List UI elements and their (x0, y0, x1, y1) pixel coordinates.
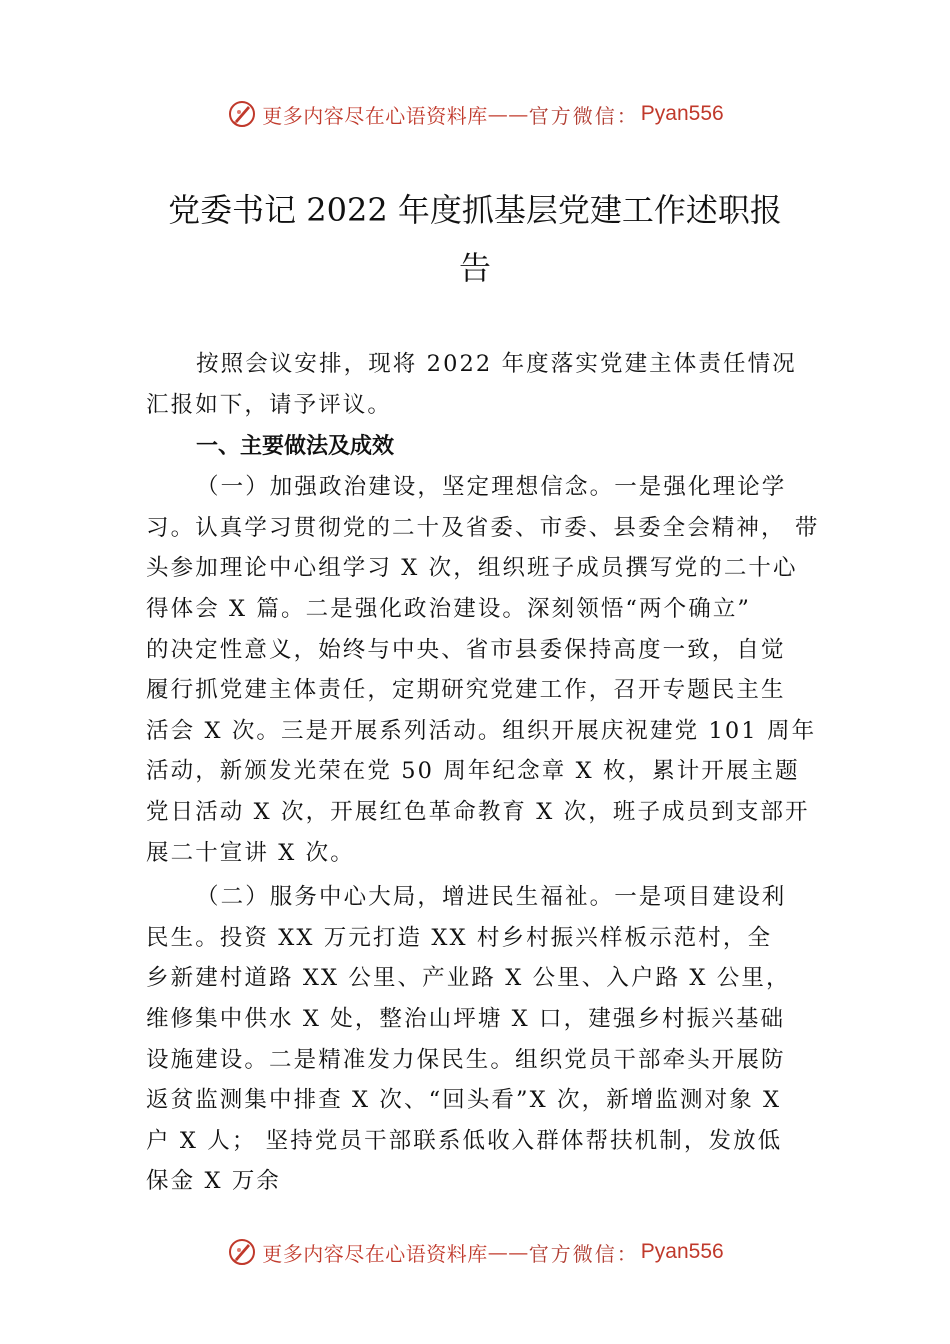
intro-line: 汇报如下，请予评议。 (146, 391, 393, 418)
paragraph-line: 活动，新颁发光荣在党 50 周年纪念章 X 枚，累计开展主题 (146, 758, 800, 785)
paragraph-line: 设施建设。二是精准发力保民生。组织党员干部牵头开展防 (146, 1046, 786, 1073)
paragraph-line: 维修集中供水 X 处，整治山坪塘 X 口，建强乡村振兴基础 (146, 1005, 786, 1032)
intro-paragraph (146, 344, 808, 425)
paragraph-line: 得体会 X 篇。二是强化政治建设。深刻领悟“两个确立” (146, 595, 752, 622)
banner-dash: —— (487, 1240, 529, 1264)
paragraph-livelihood (146, 877, 808, 1202)
wechat-label: 官方微信： (528, 1241, 639, 1266)
paragraph-line: 头参加理论中心组学习 X 次，组织班子成员撰写党的二十心 (146, 555, 798, 582)
wechat-id: Pyan556 (640, 1240, 724, 1263)
paragraph-line: 民生。投资 XX 万元打造 XX 村乡村振兴样板示范村，全 (146, 924, 773, 951)
quill-seal-icon (226, 1236, 258, 1268)
paragraph-line: 乡新建村道路 XX 公里、产业路 X 公里、入户路 X 公里， (146, 965, 791, 992)
paragraph-line: 保金 X 万余 (146, 1168, 282, 1195)
paragraph-line: 的决定性意义，始终与中央、省市县委保持高度一致，自觉 (146, 636, 786, 663)
promo-text: 更多内容尽在心语资料库 (262, 103, 488, 128)
paragraph-line: 习。认真学习贯彻党的二十及省委、市委、县委全会精神， 带 (146, 514, 820, 541)
wechat-label: 官方微信： (528, 103, 639, 128)
footer-banner (0, 1232, 950, 1272)
paragraph-line: （二）服务中心大局，增进民生福祉。一是项目建设利 (196, 884, 787, 911)
section-heading: 一、主要做法及成效 (196, 434, 395, 460)
intro-line: 按照会议安排，现将 2022 年度落实党建主体责任情况 (196, 351, 797, 377)
banner-dash: —— (487, 102, 529, 126)
paragraph-line: 返贫监测集中排查 X 次、“回头看”X 次，新增监测对象 X (146, 1087, 782, 1114)
paragraph-line: 活会 X 次。三是开展系列活动。组织开展庆祝建党 101 周年 (146, 717, 817, 744)
paragraph-political (146, 467, 820, 873)
wechat-id: Pyan556 (640, 102, 724, 125)
document-title (140, 181, 810, 297)
promo-text: 更多内容尽在心语资料库 (262, 1241, 488, 1266)
paragraph-line: 党日活动 X 次，开展红色革命教育 X 次，班子成员到支部开 (146, 798, 810, 825)
title-line-1: 党委书记 2022 年度抓基层党建工作述职报 (168, 191, 782, 229)
paragraph-line: 履行抓党建主体责任，定期研究党建工作，召开专题民主生 (146, 677, 786, 704)
quill-seal-icon (226, 98, 258, 130)
paragraph-line: （一）加强政治建设，坚定理想信念。一是强化理论学 (196, 474, 787, 501)
paragraph-line: 展二十宣讲 X 次。 (146, 839, 355, 866)
paragraph-line: 户 X 人； 坚持党员干部联系低收入群体帮扶机制，发放低 (146, 1127, 783, 1154)
header-banner (0, 94, 950, 134)
document-body (146, 344, 820, 1202)
title-line-2: 告 (458, 249, 491, 287)
